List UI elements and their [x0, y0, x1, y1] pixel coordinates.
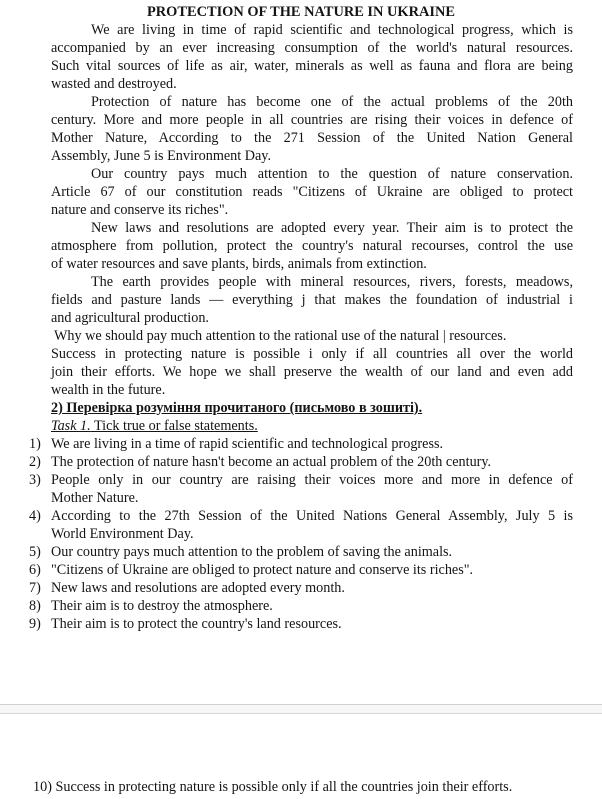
question-number: 2): [29, 454, 41, 470]
text-line: We are living in time of rapid scientific and technological progress, which is: [91, 22, 573, 38]
text-line: Article 67 of our constitution reads "Citizens of Ukraine are obliged to protect: [51, 184, 573, 200]
question-text: Mother Nature.: [51, 490, 139, 506]
text-line: Such vital sources of life as air, water, minerals as well as fauna and flora are being: [51, 58, 573, 74]
question-number: 8): [29, 598, 41, 614]
question-text: Their aim is to destroy the atmosphere.: [51, 598, 273, 614]
question-number: 5): [29, 544, 41, 560]
text-line: Protection of nature has become one of the actual problems of the 20th: [91, 94, 573, 110]
question-text: According to the 27th Session of the United Nations General Assembly, July 5 is: [51, 508, 573, 524]
comprehension-check-heading: 2) Перевірка розуміння прочитаного (письмово в зошиті).: [51, 400, 423, 416]
text-line: fields and pasture lands — everything j that makes the foundation of industrial i: [51, 292, 573, 308]
text-line: and agricultural production.: [51, 310, 209, 326]
question-text: World Environment Day.: [51, 526, 194, 542]
text-line: of water resources and save plants, birds, animals from extinction.: [51, 256, 427, 272]
question-number: 6): [29, 562, 41, 578]
question-text: People only in our country are raising their voices more and more in defence of: [51, 472, 573, 488]
text-line: New laws and resolutions are adopted every year. Their aim is to protect the: [91, 220, 573, 236]
task-label: Task 1.: [51, 418, 91, 434]
text-line: Our country pays much attention to the question of nature conservation.: [91, 166, 573, 182]
question-number: 9): [29, 616, 41, 632]
text-line: accompanied by an ever increasing consumption of the world's natural resources.: [51, 40, 573, 56]
question-number: 7): [29, 580, 41, 596]
text-line: Mother Nature, According to the 271 Session of the United Nation General: [51, 130, 573, 146]
text-line: century. More and more people in all countries are rising their voices in defence of: [51, 112, 573, 128]
text-line: The earth provides people with mineral resources, rivers, forests, meadows,: [91, 274, 573, 290]
text-line: wasted and destroyed.: [51, 76, 177, 92]
question-text: Their aim is to protect the country's land resources.: [51, 616, 342, 632]
text-line: Success in protecting nature is possible i only if all countries all over the world: [51, 346, 573, 362]
task-text: Tick true or false statements.: [93, 418, 258, 434]
question-text: We are living in a time of rapid scientific and technological progress.: [51, 436, 444, 452]
question-text: The protection of nature hasn't become an actual problem of the 20th century.: [51, 454, 492, 470]
page-break-divider: [0, 704, 602, 714]
task-heading: [51, 417, 573, 435]
question-text: New laws and resolutions are adopted every month.: [51, 580, 345, 596]
text-line: wealth in the future.: [51, 382, 166, 398]
text-line: Why we should pay much attention to the rational use of the natural | resources.: [54, 328, 507, 344]
question-text: "Citizens of Ukraine are obliged to protect nature and conserve its riches".: [51, 562, 474, 578]
question-number: 1): [29, 436, 41, 452]
text-line: atmosphere from pollution, protect the country's natural recourses, control the use: [51, 238, 573, 254]
question-number: 4): [29, 508, 41, 524]
text-line: nature and conserve its riches".: [51, 202, 229, 218]
document-title: PROTECTION OF THE NATURE IN UKRAINE: [147, 4, 455, 20]
text-line: join their efforts. We hope we shall preserve the wealth of our land and even add: [51, 364, 573, 380]
question-number: 3): [29, 472, 41, 488]
question-item-10: 10) Success in protecting nature is possible only if all the countries join their efforts.: [33, 779, 513, 795]
question-text: Our country pays much attention to the problem of saving the animals.: [51, 544, 453, 560]
text-line: Assembly, June 5 is Environment Day.: [51, 148, 272, 164]
